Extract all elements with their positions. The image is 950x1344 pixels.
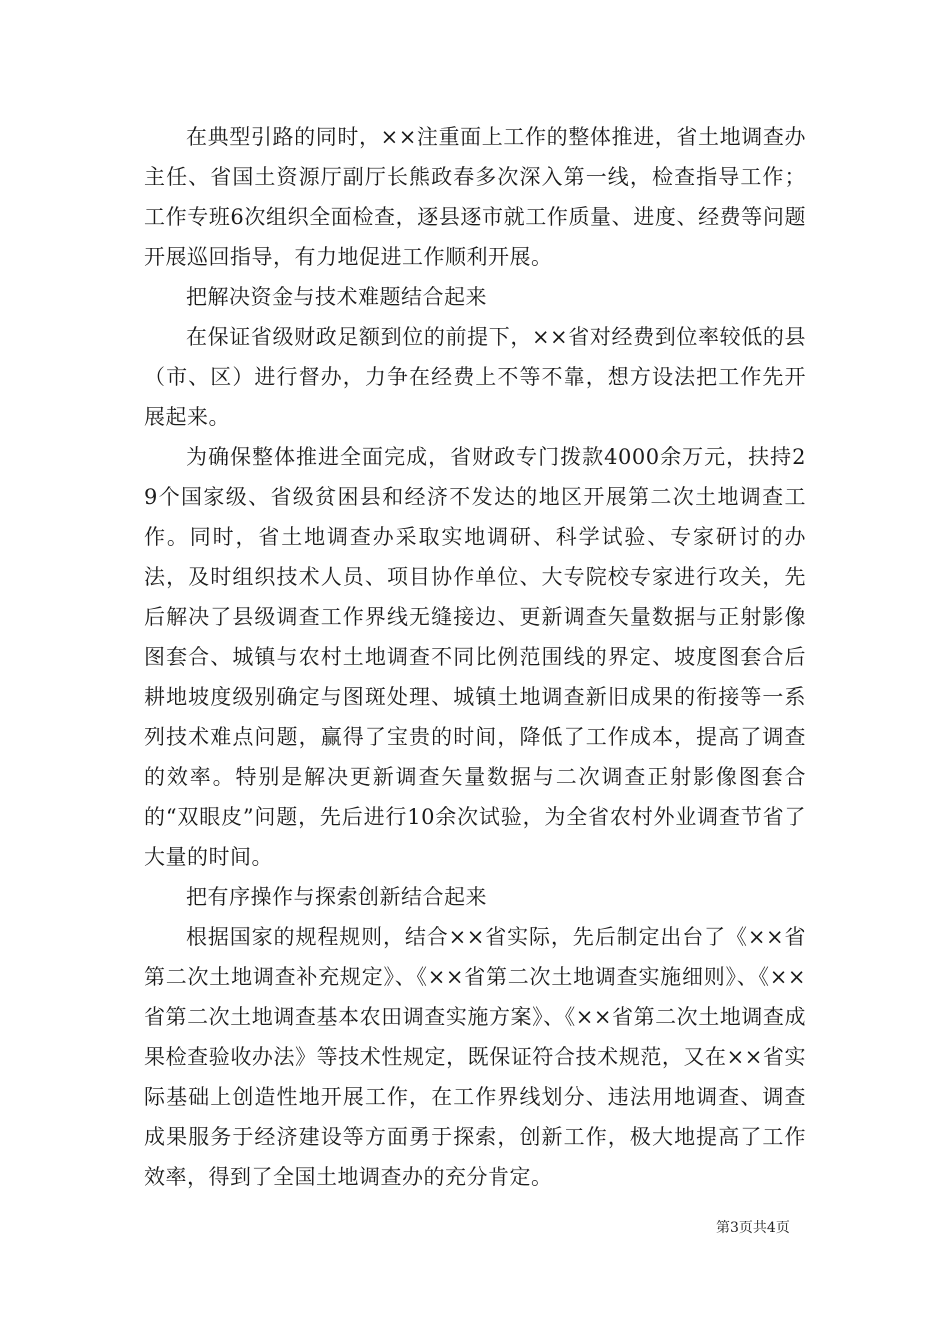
section-heading-order-innovation: 把有序操作与探索创新结合起来 xyxy=(186,885,487,909)
section-heading-funds-technology: 把解决资金与技术难题结合起来 xyxy=(186,285,487,309)
paragraph-4: 根据国家的规程规则，结合××省实际，先后制定出台了《××省第二次土地调查补充规定》、《××省第二次土地调查实施细则》、《××省第二次土地调查基本农田调查实施方案》、《××省第二次土地调查成果检查验收办法》等技术性规定，既保证符合技术规范，又在××省实际基础上创造性地开展工作，在工作界线划分、违法用地调查、调查成果服务于经济建设等方面勇于探索，创新工作，极大地提高了工作效率，得到了全国土地调查办的充分肯定。 xyxy=(144,925,806,1189)
paragraph-1: 在典型引路的同时，××注重面上工作的整体推进，省土地调查办主任、省国土资源厅副厅长熊政春多次深入第一线，检查指导工作；工作专班6次组织全面检查，逐县逐市就工作质量、进度、经费等问题开展巡回指导，有力地促进工作顺利开展。 xyxy=(144,125,806,269)
page-number: 第3页共4页 xyxy=(716,1220,790,1236)
document-body xyxy=(144,117,806,1197)
paragraph-3: 为确保整体推进全面完成，省财政专门拨款4000余万元，扶持29个国家级、省级贫困县和经济不发达的地区开展第二次土地调查工作。同时，省土地调查办采取实地调研、科学试验、专家研讨的办法，及时组织技术人员、项目协作单位、大专院校专家进行攻关，先后解决了县级调查工作界线无缝接边、更新调查矢量数据与正射影像图套合、城镇与农村土地调查不同比例范围线的界定、坡度图套合后耕地坡度级别确定与图斑处理、城镇土地调查新旧成果的衔接等一系列技术难点问题，赢得了宝贵的时间，降低了工作成本，提高了调查的效率。特别是解决更新调查矢量数据与二次调查正射影像图套合的“双眼皮”问题，先后进行10余次试验，为全省农村外业调查节省了大量的时间。 xyxy=(144,445,806,869)
paragraph-2: 在保证省级财政足额到位的前提下，××省对经费到位率较低的县（市、区）进行督办，力争在经费上不等不靠，想方设法把工作先开展起来。 xyxy=(144,325,806,429)
